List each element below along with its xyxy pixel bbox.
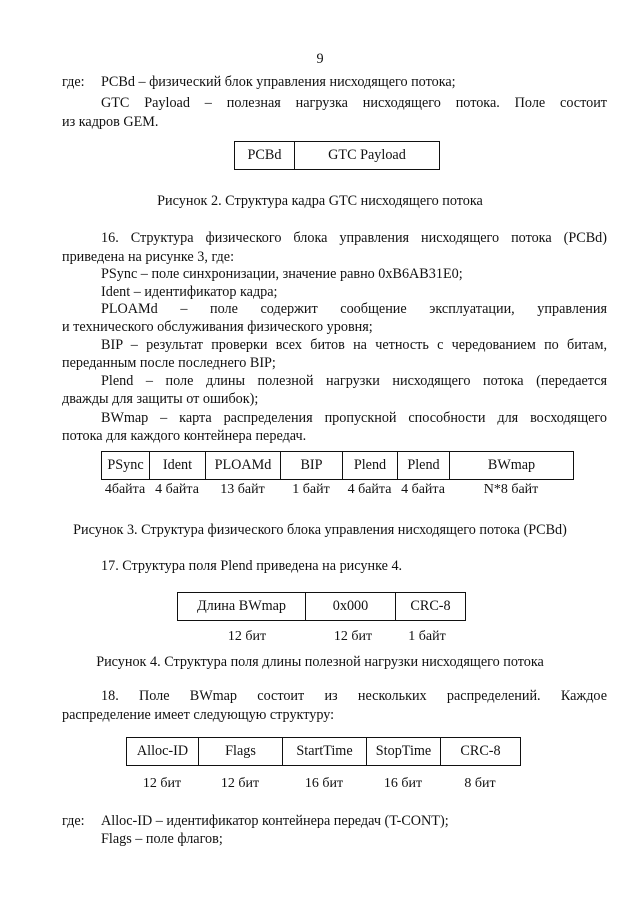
size-label: 12 бит <box>142 776 182 791</box>
text-line: PLOAMd – поле содержит сообщение эксплуатации, управления <box>101 301 607 317</box>
size-label: 4байта <box>104 482 146 497</box>
field-alloc-id: Alloc-ID <box>127 738 199 766</box>
text-line: Flags – поле флагов; <box>101 831 223 847</box>
field-starttime: StartTime <box>283 738 367 766</box>
text-line: переданным после последнего BIP; <box>62 355 276 371</box>
field-sizes <box>177 629 465 645</box>
field-sizes <box>126 776 520 792</box>
where-label: где: <box>62 813 85 829</box>
size-label: 12 бит <box>333 629 373 644</box>
size-label: 12 бит <box>220 776 260 791</box>
gtc-frame-structure <box>234 141 440 170</box>
text-line: BWmap – карта распределения пропускной способности для восходящего <box>101 410 607 426</box>
text-line: 16. Структура физического блока управления нисходящего потока (PCBd) <box>101 230 607 246</box>
field-gtc-payload: GTC Payload <box>295 142 440 170</box>
text-line: дважды для защиты от ошибок); <box>62 391 259 407</box>
plend-structure <box>177 592 466 621</box>
text-line: Plend – поле длины полезной нагрузки нисходящего потока (передается <box>101 373 607 389</box>
where-label: где: <box>62 74 85 90</box>
size-label: 16 бит <box>304 776 344 791</box>
figure-caption: Рисунок 2. Структура кадра GTC нисходящего потока <box>157 193 483 209</box>
size-label: 8 бит <box>464 776 496 791</box>
field-sizes <box>101 482 573 498</box>
field-flags: Flags <box>199 738 283 766</box>
text-line: Alloc-ID – идентификатор контейнера передач (T-CONT); <box>101 813 449 829</box>
field-bip: BIP <box>281 452 343 480</box>
figure-caption: Рисунок 3. Структура физического блока управления нисходящего потока (PCBd) <box>73 522 567 538</box>
field-zero: 0x000 <box>306 593 396 621</box>
field-bwmap-length: Длина BWmap <box>178 593 306 621</box>
field-plend-2: Plend <box>398 452 450 480</box>
size-label: 12 бит <box>227 629 267 644</box>
size-label: 4 байта <box>401 482 445 497</box>
size-label: 1 байт <box>408 629 446 644</box>
text-line: 17. Структура поля Plend приведена на рисунке 4. <box>101 558 403 574</box>
field-stoptime: StopTime <box>367 738 441 766</box>
size-label: N*8 байт <box>483 482 539 497</box>
size-label: 16 бит <box>383 776 423 791</box>
field-pcbd: PCBd <box>235 142 295 170</box>
text-line: GTC Payload – полезная нагрузка нисходящего потока. Поле состоит <box>101 95 607 111</box>
field-plend-1: Plend <box>343 452 398 480</box>
size-label: 1 байт <box>292 482 330 497</box>
text-line: и технического обслуживания физического уровня; <box>62 319 373 335</box>
figure-caption: Рисунок 4. Структура поля длины полезной нагрузки нисходящего потока <box>96 654 544 670</box>
text-line: BIP – результат проверки всех битов на четность с чередованием по битам, <box>101 337 607 353</box>
field-crc8: CRC-8 <box>441 738 521 766</box>
text-line: PCBd – физический блок управления нисходящего потока; <box>101 74 456 90</box>
text-line: 18. Поле BWmap состоит из нескольких распределений. Каждое <box>101 688 607 704</box>
page-number: 9 <box>316 51 324 67</box>
text-line: Ident – идентификатор кадра; <box>101 284 278 300</box>
text-line: из кадров GEM. <box>62 114 159 130</box>
size-label: 4 байта <box>347 482 392 497</box>
text-line: распределение имеет следующую структуру: <box>62 707 335 723</box>
text-line: потока для каждого контейнера передач. <box>62 428 307 444</box>
field-crc8: CRC-8 <box>396 593 466 621</box>
field-bwmap: BWmap <box>450 452 574 480</box>
field-psync: PSync <box>102 452 150 480</box>
size-label: 13 байт <box>220 482 265 497</box>
text-line: приведена на рисунке 3, где: <box>62 249 235 265</box>
size-label: 4 байта <box>155 482 199 497</box>
text-line: PSync – поле синхронизации, значение равно 0xB6AB31E0; <box>101 266 463 282</box>
field-ident: Ident <box>150 452 206 480</box>
field-ploamd: PLOAMd <box>206 452 281 480</box>
pcbd-structure <box>101 451 574 480</box>
allocation-structure <box>126 737 521 766</box>
